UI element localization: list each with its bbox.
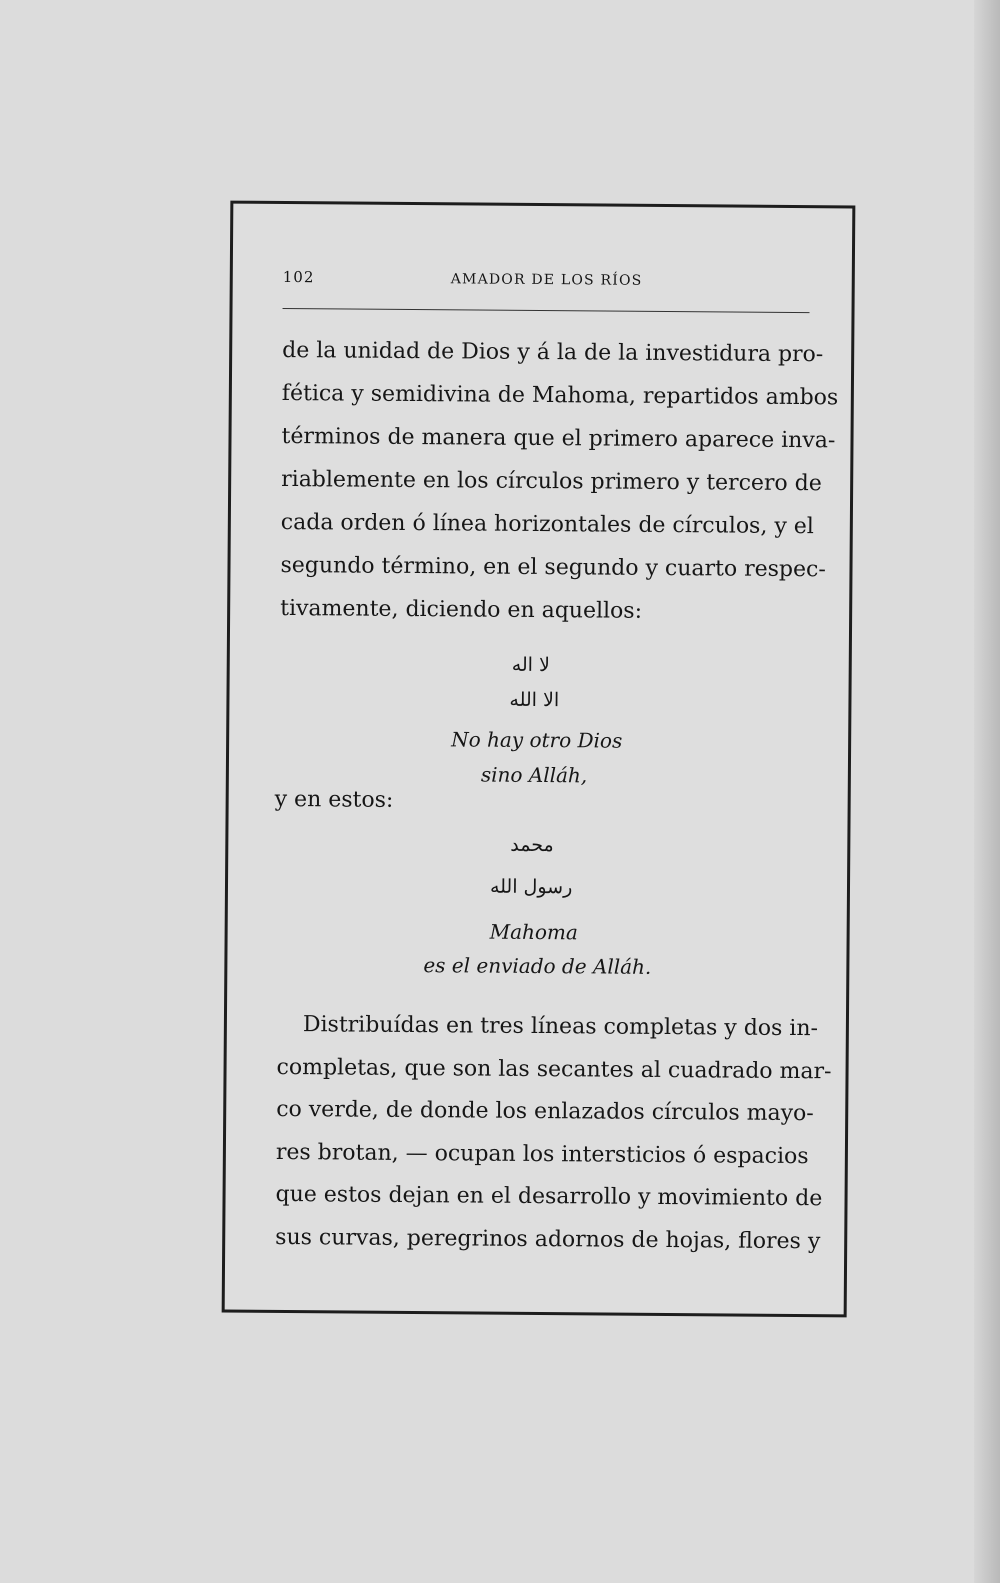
- page-header: [283, 268, 813, 300]
- header-rule: [283, 308, 810, 313]
- text-line: tivamente, diciendo en aquellos:: [280, 595, 643, 624]
- text-line: que estos dejan en el desarrollo y movimiento de: [275, 1181, 823, 1212]
- printed-page-frame: [222, 201, 856, 1318]
- translation-line: es el enviado de Alláh.: [423, 953, 652, 979]
- text-line: res brotan, — ocupan los intersticios ó espacios: [275, 1139, 809, 1170]
- running-title: AMADOR DE LOS RÍOS: [450, 271, 643, 289]
- page-edge-shadow: [974, 0, 1000, 1583]
- arabic-inscription-line: رسول الله: [489, 875, 573, 899]
- text-line: fética y semidivina de Mahoma, repartidos ambos: [281, 380, 839, 411]
- translation-line: Mahoma: [489, 919, 578, 945]
- text-line: términos de manera que el primero aparece inva-: [281, 423, 836, 454]
- text-line: completas, que son las secantes al cuadrado mar-: [276, 1054, 832, 1085]
- page-number: 102: [282, 267, 315, 287]
- text-line: cada orden ó línea horizontales de círculos, y el: [280, 509, 814, 540]
- text-line: Distribuídas en tres líneas completas y dos in-: [302, 1012, 819, 1042]
- text-line: co verde, de donde los enlazados círculos mayo-: [276, 1096, 814, 1127]
- translation-line: No hay otro Dios: [451, 727, 623, 753]
- text-line: sus curvas, peregrinos adornos de hojas, flores y: [275, 1224, 821, 1255]
- body-paragraph: [280, 329, 839, 634]
- text-line: segundo término, en el segundo y cuarto respec-: [280, 552, 826, 583]
- connector-text: y en estos:: [274, 786, 394, 813]
- arabic-inscription-line: محمد: [510, 833, 554, 857]
- arabic-inscription-line: لا اله: [511, 653, 550, 677]
- text-line: de la unidad de Dios y á la de la investidura pro-: [282, 337, 824, 368]
- translation-line: sino Alláh,: [480, 762, 588, 788]
- arabic-inscription-line: الا الله: [509, 688, 560, 712]
- text-line: riablemente en los círculos primero y tercero de: [281, 466, 822, 497]
